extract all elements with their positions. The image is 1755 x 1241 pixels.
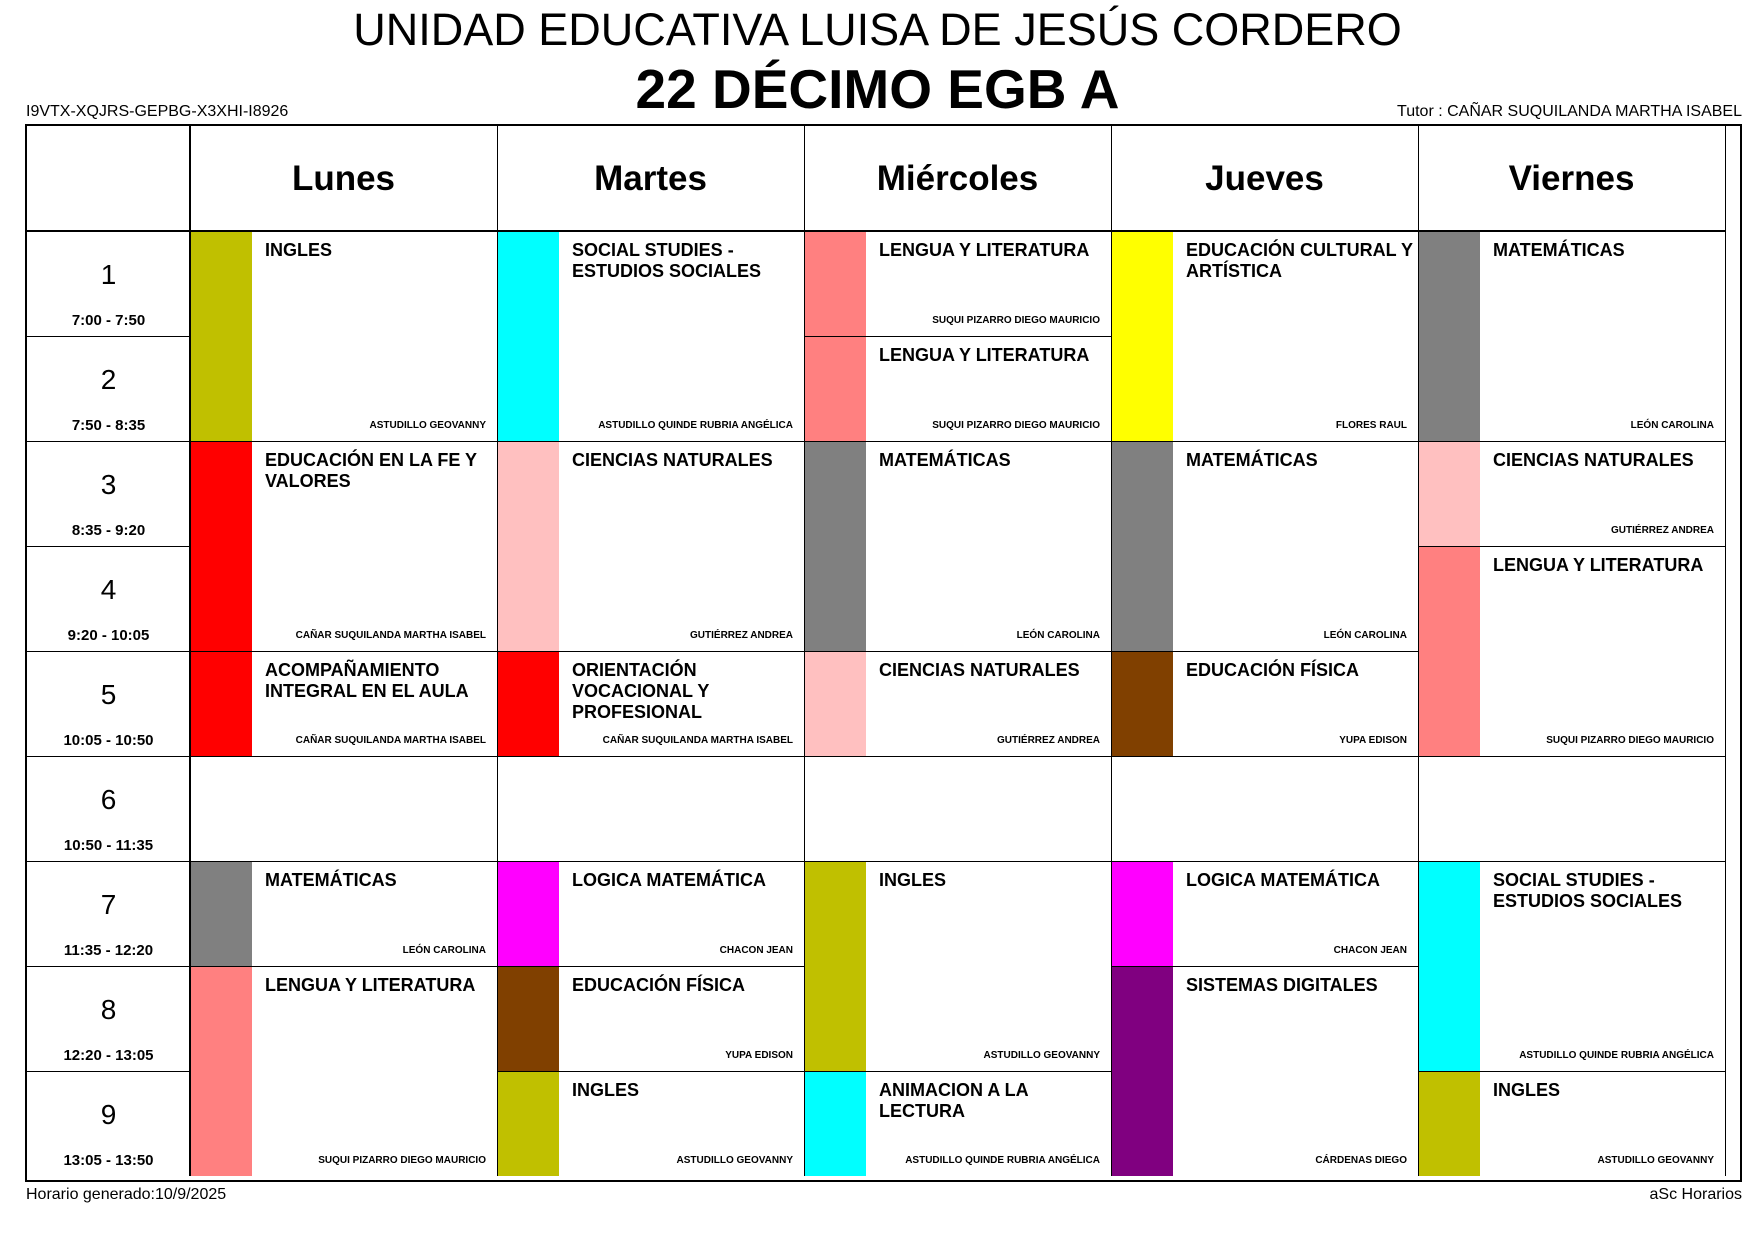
subject-color-swatch [805, 862, 866, 1071]
subject-color-swatch [805, 1072, 866, 1176]
period-number: 9 [100, 1099, 117, 1130]
subject-name: SISTEMAS DIGITALES [1186, 975, 1378, 995]
lesson-cell [498, 862, 804, 966]
teacher-name: YUPA EDISON [1339, 735, 1407, 746]
subject-color-swatch [191, 862, 252, 966]
subject-name: ANIMACION A LA LECTURA [879, 1080, 1028, 1121]
lesson-cell [1419, 1072, 1725, 1176]
teacher-name: SUQUI PIZARRO DIEGO MAURICIO [318, 1155, 486, 1166]
subject-name: INGLES [879, 870, 947, 890]
lesson-cell [805, 337, 1111, 441]
period-number: 7 [100, 889, 117, 920]
generated-date: Horario generado:10/9/2025 [26, 1186, 227, 1203]
period-cell [27, 651, 190, 756]
subject-name: SOCIAL STUDIES - ESTUDIOS SOCIALES [1493, 870, 1683, 911]
document-code: I9VTX-XQJRS-GEPBG-X3XHI-I8926 [26, 103, 289, 120]
lesson-cell [805, 862, 1111, 1071]
subject-color-swatch [1112, 862, 1173, 966]
subject-color-swatch [191, 652, 252, 756]
period-cell [27, 756, 190, 861]
teacher-name: ASTUDILLO GEOVANNY [983, 1050, 1100, 1061]
teacher-name: ASTUDILLO GEOVANNY [369, 420, 486, 431]
lesson-cell [1419, 232, 1725, 441]
row-divider [27, 756, 1725, 757]
teacher-name: ASTUDILLO GEOVANNY [676, 1155, 793, 1166]
subject-name: CIENCIAS NATURALES [879, 660, 1080, 680]
period-number: 4 [100, 574, 117, 605]
subject-name: CIENCIAS NATURALES [572, 450, 773, 470]
subject-name: LOGICA MATEMÁTICA [572, 870, 766, 890]
period-number: 5 [100, 679, 117, 710]
lesson-cell [1419, 442, 1725, 546]
subject-color-swatch [1112, 652, 1173, 756]
subject-color-swatch [1419, 232, 1480, 441]
timetable-grid [25, 124, 1742, 1182]
subject-color-swatch [498, 232, 559, 441]
teacher-name: ASTUDILLO GEOVANNY [1597, 1155, 1714, 1166]
subject-color-swatch [1112, 232, 1173, 441]
lesson-cell [805, 652, 1111, 756]
teacher-name: LEÓN CAROLINA [1323, 630, 1407, 641]
lesson-cell [191, 967, 497, 1176]
subject-name: MATEMÁTICAS [1493, 240, 1625, 260]
subject-color-swatch [498, 1072, 559, 1176]
teacher-name: CHACON JEAN [719, 945, 793, 956]
lesson-cell [1419, 547, 1725, 756]
teacher-name: SUQUI PIZARRO DIEGO MAURICIO [932, 315, 1100, 326]
subject-color-swatch [1419, 862, 1480, 1071]
lesson-cell [1112, 232, 1418, 441]
period-number: 6 [100, 784, 117, 815]
day-header: Jueves [1205, 158, 1324, 198]
teacher-name: CHACON JEAN [1333, 945, 1407, 956]
subject-name: INGLES [265, 240, 333, 260]
period-time: 9:20 - 10:05 [67, 627, 150, 644]
period-cell [27, 546, 190, 651]
subject-name: ACOMPAÑAMIENTO INTEGRAL EN EL AULA [265, 660, 469, 701]
teacher-name: CAÑAR SUQUILANDA MARTHA ISABEL [295, 630, 486, 641]
subject-name: INGLES [1493, 1080, 1561, 1100]
subject-color-swatch [805, 337, 866, 441]
subject-color-swatch [1419, 547, 1480, 756]
lesson-cell [498, 967, 804, 1071]
subject-name: MATEMÁTICAS [1186, 450, 1318, 470]
teacher-name: GUTIÉRREZ ANDREA [690, 630, 793, 641]
day-header: Martes [594, 158, 707, 198]
subject-name: SOCIAL STUDIES - ESTUDIOS SOCIALES [572, 240, 762, 281]
subject-color-swatch [805, 442, 866, 651]
subject-color-swatch [1112, 442, 1173, 651]
teacher-name: ASTUDILLO QUINDE RUBRIA ANGÉLICA [905, 1155, 1100, 1166]
teacher-name: SUQUI PIZARRO DIEGO MAURICIO [932, 420, 1100, 431]
period-cell [27, 231, 190, 336]
subject-color-swatch [1419, 1072, 1480, 1176]
lesson-cell [191, 652, 497, 756]
subject-color-swatch [498, 862, 559, 966]
subject-name: INGLES [572, 1080, 640, 1100]
period-time: 13:05 - 13:50 [63, 1152, 154, 1169]
subject-color-swatch [191, 442, 252, 651]
subject-color-swatch [191, 232, 252, 441]
teacher-name: LEÓN CAROLINA [1016, 630, 1100, 641]
subject-name: LENGUA Y LITERATURA [879, 240, 1090, 260]
school-title: UNIDAD EDUCATIVA LUISA DE JESÚS CORDERO [353, 4, 1402, 55]
subject-name: EDUCACIÓN FÍSICA [572, 975, 746, 995]
teacher-name: LEÓN CAROLINA [1630, 420, 1714, 431]
subject-name: MATEMÁTICAS [265, 870, 397, 890]
period-time: 10:05 - 10:50 [63, 732, 154, 749]
period-time: 12:20 - 13:05 [63, 1047, 154, 1064]
subject-color-swatch [805, 652, 866, 756]
class-title: 22 DÉCIMO EGB A [635, 58, 1120, 120]
period-number: 3 [100, 469, 117, 500]
lesson-cell [805, 1072, 1111, 1176]
subject-color-swatch [498, 967, 559, 1071]
lesson-cell [191, 442, 497, 651]
period-number: 8 [100, 994, 117, 1025]
period-time: 7:50 - 8:35 [71, 417, 146, 434]
teacher-name: CAÑAR SUQUILANDA MARTHA ISABEL [295, 735, 486, 746]
subject-name: CIENCIAS NATURALES [1493, 450, 1694, 470]
tutor-label: Tutor : CAÑAR SUQUILANDA MARTHA ISABEL [1397, 103, 1742, 120]
period-cell [27, 1071, 190, 1176]
period-time: 10:50 - 11:35 [63, 837, 154, 854]
lesson-cell [1112, 652, 1418, 756]
lesson-cell [191, 232, 497, 441]
teacher-name: ASTUDILLO QUINDE RUBRIA ANGÉLICA [1519, 1050, 1714, 1061]
subject-name: EDUCACIÓN FÍSICA [1186, 660, 1360, 680]
subject-name: LENGUA Y LITERATURA [265, 975, 476, 995]
teacher-name: GUTIÉRREZ ANDREA [997, 735, 1100, 746]
period-number: 2 [100, 364, 117, 395]
subject-name: LENGUA Y LITERATURA [879, 345, 1090, 365]
day-header: Lunes [291, 158, 396, 198]
day-header: Viernes [1508, 158, 1635, 198]
teacher-name: ASTUDILLO QUINDE RUBRIA ANGÉLICA [598, 420, 793, 431]
lesson-cell [805, 442, 1111, 651]
lesson-cell [805, 232, 1111, 336]
period-cell [27, 441, 190, 546]
teacher-name: FLORES RAUL [1335, 420, 1407, 431]
subject-name: LENGUA Y LITERATURA [1493, 555, 1704, 575]
subject-color-swatch [1112, 967, 1173, 1176]
software-credit: aSc Horarios [1649, 1186, 1742, 1203]
period-cell [27, 861, 190, 966]
teacher-name: LEÓN CAROLINA [402, 945, 486, 956]
subject-name: ORIENTACIÓN VOCACIONAL Y PROFESIONAL [572, 660, 710, 722]
period-time: 11:35 - 12:20 [63, 942, 154, 959]
lesson-cell [498, 1072, 804, 1176]
lesson-cell [191, 862, 497, 966]
teacher-name: GUTIÉRREZ ANDREA [1611, 525, 1714, 536]
period-time: 7:00 - 7:50 [71, 312, 146, 329]
period-cell [27, 336, 190, 441]
period-time: 8:35 - 9:20 [71, 522, 146, 539]
subject-color-swatch [498, 442, 559, 651]
subject-color-swatch [498, 652, 559, 756]
subject-name: LOGICA MATEMÁTICA [1186, 870, 1380, 890]
column-divider [1725, 126, 1726, 1176]
subject-color-swatch [1419, 442, 1480, 546]
teacher-name: SUQUI PIZARRO DIEGO MAURICIO [1546, 735, 1714, 746]
period-number: 1 [100, 259, 117, 290]
lesson-cell [498, 232, 804, 441]
teacher-name: YUPA EDISON [725, 1050, 793, 1061]
lesson-cell [1112, 442, 1418, 651]
period-cell [27, 966, 190, 1071]
teacher-name: CAÑAR SUQUILANDA MARTHA ISABEL [602, 735, 793, 746]
subject-name: MATEMÁTICAS [879, 450, 1011, 470]
lesson-cell [498, 652, 804, 756]
subject-color-swatch [805, 232, 866, 336]
lesson-cell [1112, 862, 1418, 966]
subject-name: EDUCACIÓN EN LA FE Y VALORES [265, 450, 477, 491]
day-header: Miércoles [876, 158, 1039, 198]
lesson-cell [1112, 967, 1418, 1176]
subject-name: EDUCACIÓN CULTURAL Y ARTÍSTICA [1186, 240, 1413, 281]
lesson-cell [498, 442, 804, 651]
teacher-name: CÁRDENAS DIEGO [1315, 1155, 1407, 1166]
lesson-cell [1419, 862, 1725, 1071]
subject-color-swatch [191, 967, 252, 1176]
